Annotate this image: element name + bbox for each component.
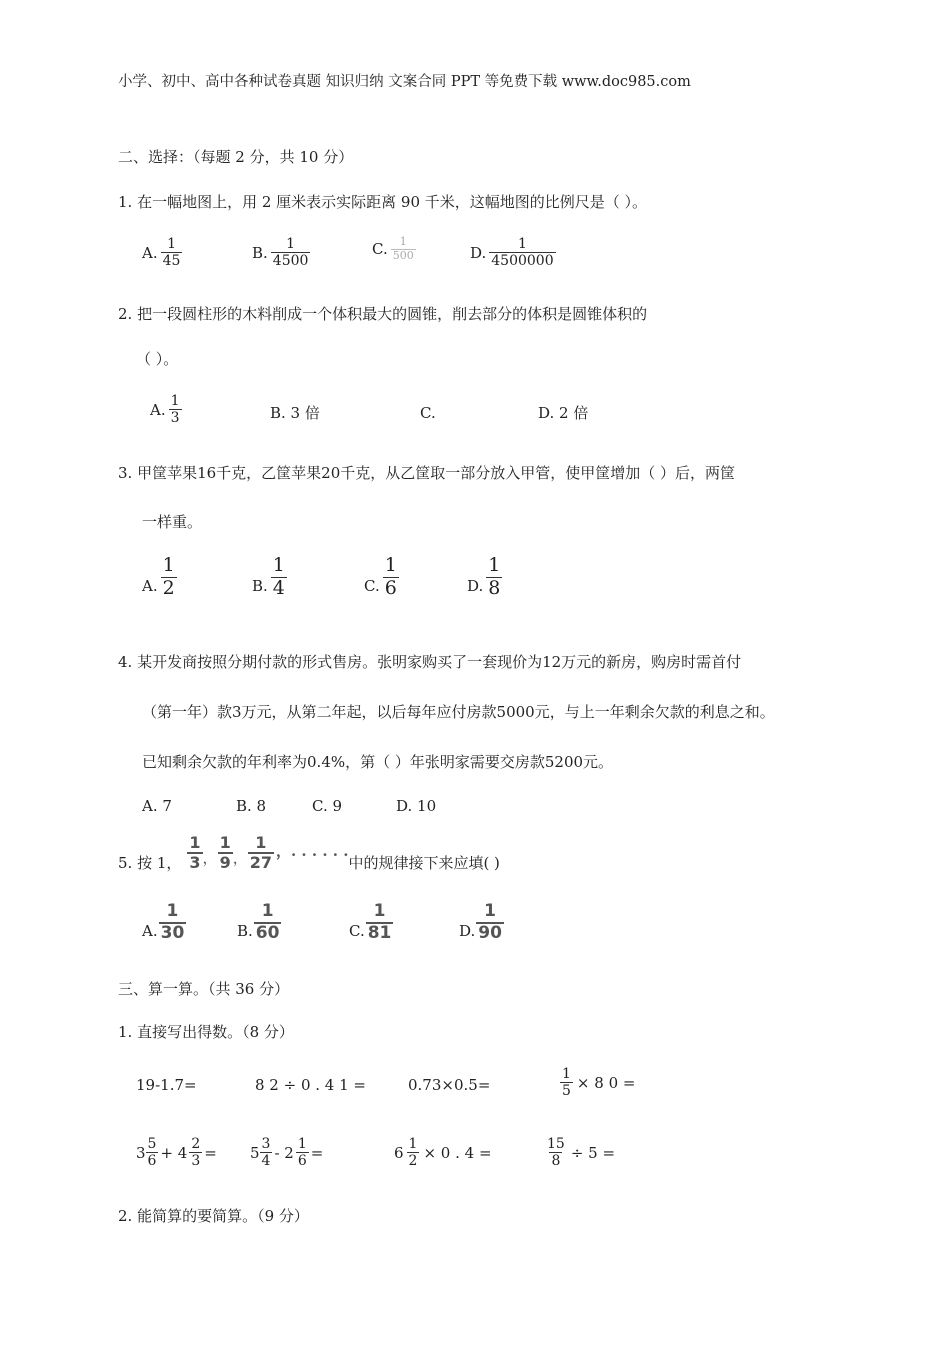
calc-r2-e2-whole1: 5: [250, 1143, 260, 1162]
q5-option-d-den: 90: [478, 922, 502, 943]
q1-option-b: [252, 236, 310, 269]
calc-r2-e1-eq: =: [204, 1143, 217, 1162]
question-3-line1: 3. 甲筐苹果16千克，乙筐苹果20千克，从乙筐取一部分放入甲管，使甲筐增加（ ）后，两筐: [118, 464, 736, 482]
question-4-line3: 已知剩余欠款的年利率为0.4%，第（ ）年张明家需要交房款5200元。: [142, 753, 614, 771]
calc-r2-e2-eq: =: [310, 1143, 324, 1162]
q5-seq2-num: 1: [219, 832, 231, 852]
calc-r1-e2: 8 2 ÷ 0 . 4 1 =: [255, 1076, 366, 1094]
q5-seq3-den: 27: [249, 853, 272, 872]
q3-option-c-num: 1: [384, 554, 397, 576]
q1-option-c-label: C.: [372, 240, 388, 259]
calc-r2-e1-whole1: 3: [136, 1143, 146, 1162]
part-1-title: 1. 直接写出得数。（8 分）: [118, 1023, 294, 1041]
q5-option-c: [349, 902, 393, 943]
q1-option-d-label: D.: [470, 243, 487, 262]
question-1: 1. 在一幅地图上，用 2 厘米表示实际距离 90 千米，这幅地图的比例尺是（ ）。: [118, 193, 648, 211]
q1-option-d: [470, 236, 556, 269]
q5-sep1: ，: [202, 849, 218, 867]
q1-option-a-label: A.: [142, 243, 158, 262]
page-header: 小学、初中、高中各种试卷真题 知识归纳 文案合同 PPT 等免费下载 www.doc985.com: [118, 74, 691, 90]
q4-option-b: B. 8: [236, 797, 267, 815]
q5-seq2-den: 9: [219, 853, 231, 872]
calc-r2-e4: [545, 1136, 615, 1169]
q3-option-a-label: A.: [142, 576, 158, 595]
q3-option-b-num: 1: [272, 554, 285, 576]
q1-option-b-num: 1: [286, 236, 296, 252]
question-5: [118, 833, 500, 873]
q3-option-a-den: 2: [162, 576, 175, 599]
q1-option-b-label: B.: [252, 243, 268, 262]
question-2-line1: 2. 把一段圆柱形的木料削成一个体积最大的圆锥，削去部分的体积是圆锥体积的: [118, 305, 648, 323]
calc-r2-e4-rest: ÷ 5 =: [570, 1143, 616, 1162]
q3-option-a-num: 1: [162, 554, 175, 576]
calc-r2-e3: [394, 1136, 492, 1169]
q5-dots: ，. . . . . .: [275, 842, 349, 860]
q2-option-a-den: 3: [170, 410, 180, 427]
q3-option-c-den: 6: [384, 576, 397, 599]
calc-r2-e2-num2: 1: [297, 1136, 307, 1152]
section-title-calculation: 三、算一算。（共 36 分）: [118, 980, 290, 998]
q2-option-d: D. 2 倍: [538, 404, 589, 422]
calc-r1-e4-den: 5: [562, 1083, 571, 1100]
q1-option-c: [372, 236, 416, 262]
q5-seq1-num: 1: [189, 832, 201, 852]
q5-option-b-num: 1: [261, 901, 274, 921]
q5-option-a-num: 1: [166, 901, 179, 921]
q3-option-d-label: D.: [467, 576, 484, 595]
calc-r2-e2: [250, 1136, 323, 1169]
calc-r2-e3-num: 1: [408, 1136, 418, 1152]
calc-r2-e3-whole: 6: [394, 1143, 404, 1162]
q3-option-b-den: 4: [272, 576, 285, 599]
q2-option-a: [150, 393, 182, 426]
q1-option-a-den: 45: [162, 253, 181, 270]
q4-option-a: A. 7: [142, 797, 172, 815]
question-3-line2: 一样重。: [142, 513, 203, 531]
q5-option-d-label: D.: [459, 922, 476, 941]
q3-option-c: [364, 555, 399, 600]
q4-option-d: D. 10: [396, 797, 437, 815]
q1-option-c-num: 1: [399, 235, 407, 248]
q3-option-d-num: 1: [488, 554, 501, 576]
calc-r1-e3: 0.73×0.5=: [408, 1076, 491, 1094]
q5-option-d-num: 1: [484, 901, 497, 921]
q5-suffix: 中的规律接下来应填( ): [348, 854, 500, 872]
q5-option-d: [459, 902, 504, 943]
q5-seq3-num: 1: [255, 832, 267, 852]
q2-option-c: C.: [420, 404, 436, 422]
question-4-line2: （第一年）款3万元，从第二年起，以后每年应付房款5000元，与上一年剩余欠款的利息之和。: [142, 703, 775, 721]
q3-option-d-den: 8: [488, 576, 501, 599]
calc-r2-e1-op: + 4: [160, 1143, 188, 1162]
q5-option-c-label: C.: [349, 922, 365, 941]
calc-r2-e1: [136, 1136, 217, 1169]
calc-r2-e2-den1: 4: [261, 1153, 271, 1170]
calc-r1-e1: 19-1.7=: [136, 1076, 197, 1094]
q5-option-b-den: 60: [255, 922, 280, 943]
q5-option-a: [142, 902, 186, 943]
q1-option-b-den: 4500: [272, 253, 309, 270]
calc-r2-e2-num1: 3: [261, 1136, 271, 1152]
q1-option-d-den: 4500000: [491, 253, 554, 270]
q5-option-a-den: 30: [160, 922, 185, 943]
q5-option-a-label: A.: [142, 922, 158, 941]
calc-r2-e3-den: 2: [408, 1153, 418, 1170]
q5-option-c-den: 81: [367, 922, 392, 943]
q3-option-b-label: B.: [252, 576, 268, 595]
q1-option-a: [142, 236, 182, 269]
q1-option-d-num: 1: [517, 236, 527, 252]
q5-option-b: [237, 902, 281, 943]
q2-option-a-label: A.: [150, 400, 166, 419]
q2-option-b: B. 3 倍: [270, 404, 320, 422]
q5-seq1-den: 3: [189, 853, 201, 872]
q3-option-d: [467, 555, 502, 600]
calc-r2-e3-rest: × 0 . 4 =: [423, 1143, 492, 1162]
q5-option-b-label: B.: [237, 922, 253, 941]
calc-r1-e4: [560, 1066, 635, 1099]
calc-r2-e2-op: - 2: [274, 1143, 294, 1162]
q1-option-c-den: 500: [392, 248, 414, 262]
question-4-line1: 4. 某开发商按照分期付款的形式售房。张明家购买了一套现价为12万元的新房，购房时需首付: [118, 653, 742, 671]
q2-option-a-num: 1: [170, 393, 180, 409]
q1-option-a-num: 1: [167, 236, 176, 252]
calc-r1-e4-num: 1: [562, 1066, 571, 1082]
q3-option-a: [142, 555, 177, 600]
calc-r2-e2-den2: 6: [297, 1153, 307, 1170]
part-2-title: 2. 能简算的要简算。（9 分）: [118, 1207, 309, 1225]
calc-r2-e1-num2: 2: [191, 1136, 201, 1152]
q3-option-b: [252, 555, 287, 600]
question-2-line2: （ ）。: [136, 350, 179, 368]
q3-option-c-label: C.: [364, 576, 380, 595]
q5-sep2: ，: [232, 849, 248, 867]
calc-r2-e1-den1: 6: [147, 1153, 157, 1170]
calc-r1-e4-rest: × 8 0 =: [576, 1073, 636, 1092]
calc-r2-e1-num1: 5: [147, 1136, 157, 1152]
section-title-choice: 二、选择：（每题 2 分，共 10 分）: [118, 148, 354, 166]
calc-r2-e4-num: 15: [547, 1136, 565, 1152]
q5-prefix: 5. 按 1，: [118, 854, 182, 872]
calc-r2-e4-den: 8: [551, 1153, 561, 1170]
q5-option-c-num: 1: [373, 901, 386, 921]
q4-option-c: C. 9: [312, 797, 343, 815]
calc-r2-e1-den2: 3: [191, 1153, 201, 1170]
